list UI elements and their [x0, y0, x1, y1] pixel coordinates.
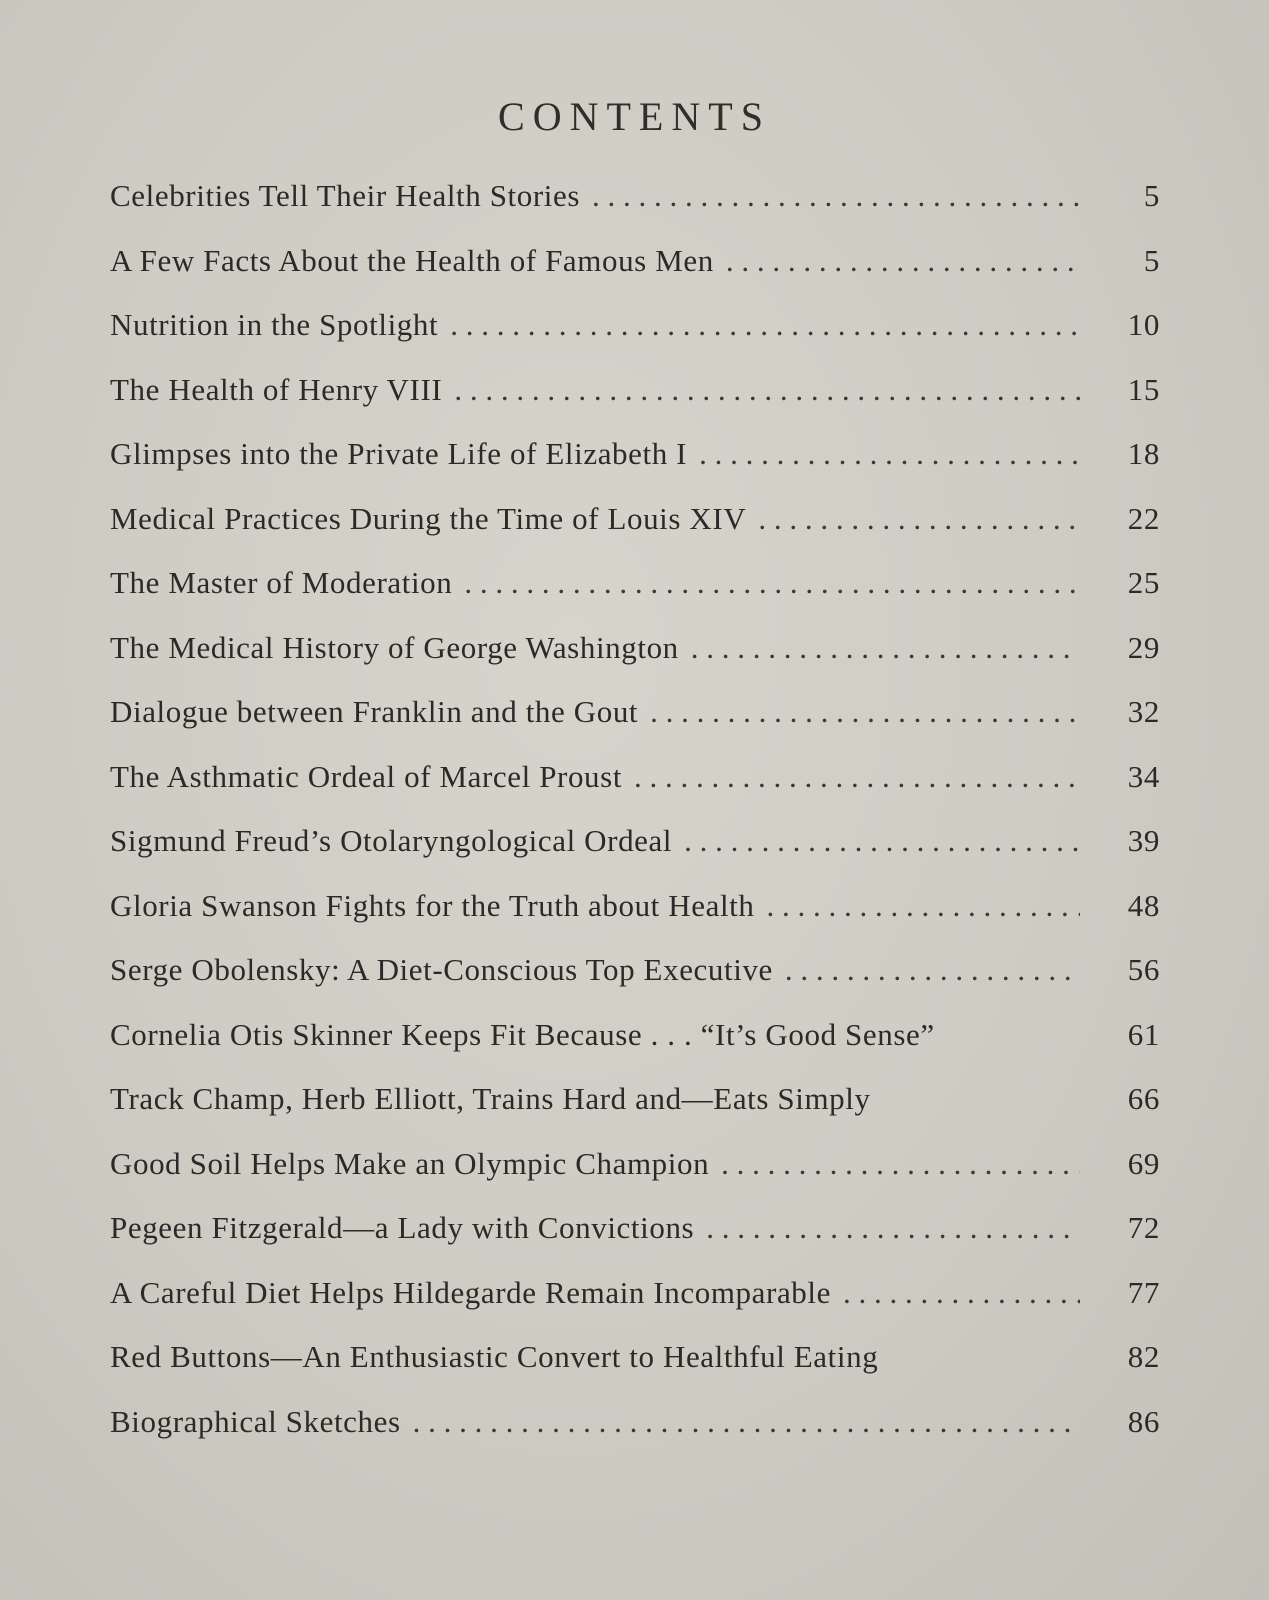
toc-entry-page: 34	[1127, 758, 1160, 794]
toc-entry-title: Dialogue between Franklin and the Gout	[110, 694, 639, 729]
toc-entry	[110, 565, 1160, 630]
table-of-contents	[110, 178, 1160, 1468]
toc-entry-title: Sigmund Freud’s Otolaryngological Ordeal	[110, 823, 673, 858]
toc-entry-page: 72	[1127, 1210, 1160, 1245]
toc-entry	[110, 243, 1160, 308]
dot-leader	[699, 436, 1080, 472]
toc-entry	[110, 307, 1160, 372]
toc-entry-title: Cornelia Otis Skinner Keeps Fit Because . . . “It’s Good Sense”	[110, 1016, 935, 1052]
toc-entry	[110, 1146, 1160, 1211]
toc-entry	[110, 888, 1160, 953]
toc-entry-page: 10	[1127, 307, 1160, 342]
toc-entry-title: A Careful Diet Helps Hildegarde Remain Incomparable	[110, 1274, 831, 1310]
dot-leader	[684, 823, 1080, 859]
toc-entry-page: 77	[1127, 1274, 1160, 1310]
dot-leader	[454, 372, 1080, 408]
dot-leader	[766, 888, 1080, 924]
toc-entry	[110, 1081, 1160, 1146]
toc-entry-page: 56	[1127, 952, 1160, 987]
dot-leader	[726, 243, 1080, 279]
contents-heading: CONTENTS	[498, 94, 771, 139]
toc-entry	[110, 1339, 1160, 1404]
dot-leader	[691, 630, 1080, 666]
toc-entry	[110, 630, 1160, 695]
toc-entry-title: Pegeen Fitzgerald—a Lady with Convictions	[110, 1210, 695, 1245]
toc-entry-title: The Health of Henry VIII	[110, 371, 443, 407]
toc-entry	[110, 178, 1160, 243]
toc-entry	[110, 1017, 1160, 1082]
dot-leader	[650, 694, 1080, 730]
toc-entry-title: Nutrition in the Spotlight	[110, 307, 439, 342]
toc-entry-title: Good Soil Helps Make an Olympic Champion	[110, 1145, 710, 1181]
toc-entry	[110, 694, 1160, 759]
toc-entry	[110, 1404, 1160, 1469]
dot-leader	[413, 1404, 1080, 1440]
toc-entry-title: Track Champ, Herb Elliott, Trains Hard and—Eats Simply	[110, 1081, 871, 1116]
toc-entry-title: Biographical Sketches	[110, 1403, 401, 1439]
dot-leader	[634, 759, 1080, 795]
toc-entry-page: 86	[1127, 1403, 1160, 1439]
toc-entry	[110, 372, 1160, 437]
toc-entry	[110, 436, 1160, 501]
toc-entry	[110, 952, 1160, 1017]
dot-leader	[843, 1275, 1080, 1311]
toc-entry	[110, 759, 1160, 824]
toc-entry-title: The Medical History of George Washington	[110, 629, 679, 665]
toc-entry-page: 5	[1143, 242, 1160, 278]
toc-entry-page: 32	[1127, 694, 1160, 729]
toc-entry	[110, 1275, 1160, 1340]
toc-entry-page: 66	[1127, 1081, 1160, 1116]
toc-entry-title: Serge Obolensky: A Diet-Conscious Top Executive	[110, 952, 773, 987]
toc-entry-title: Red Buttons—An Enthusiastic Convert to Healthful Eating	[110, 1339, 879, 1374]
toc-entry-page: 18	[1127, 436, 1160, 471]
toc-entry-title: The Asthmatic Ordeal of Marcel Proust	[110, 758, 623, 794]
toc-entry-page: 25	[1127, 565, 1160, 600]
toc-entry	[110, 1210, 1160, 1275]
toc-entry-title: Gloria Swanson Fights for the Truth about Health	[110, 887, 755, 923]
toc-entry-page: 29	[1127, 629, 1160, 665]
toc-entry-page: 15	[1127, 371, 1160, 407]
dot-leader	[592, 178, 1080, 214]
toc-entry-page: 48	[1127, 887, 1160, 923]
toc-entry-page: 82	[1127, 1339, 1160, 1374]
dot-leader	[785, 952, 1080, 988]
toc-entry-title: Glimpses into the Private Life of Elizabeth I	[110, 436, 688, 471]
toc-entry	[110, 823, 1160, 888]
dot-leader	[450, 307, 1080, 343]
toc-entry-page: 69	[1127, 1145, 1160, 1181]
toc-entry-page: 22	[1127, 500, 1160, 536]
toc-entry-page: 61	[1127, 1016, 1160, 1052]
toc-entry-title: The Master of Moderation	[110, 565, 453, 600]
dot-leader	[758, 501, 1080, 537]
dot-leader	[721, 1146, 1080, 1182]
toc-entry-title: Celebrities Tell Their Health Stories	[110, 178, 581, 213]
dot-leader	[464, 565, 1080, 601]
toc-entry-title: Medical Practices During the Time of Louis XIV	[110, 500, 747, 536]
toc-entry-page: 5	[1143, 178, 1160, 213]
toc-entry	[110, 501, 1160, 566]
toc-entry-page: 39	[1127, 823, 1160, 858]
dot-leader	[706, 1210, 1080, 1246]
toc-entry-title: A Few Facts About the Health of Famous Men	[110, 242, 714, 278]
